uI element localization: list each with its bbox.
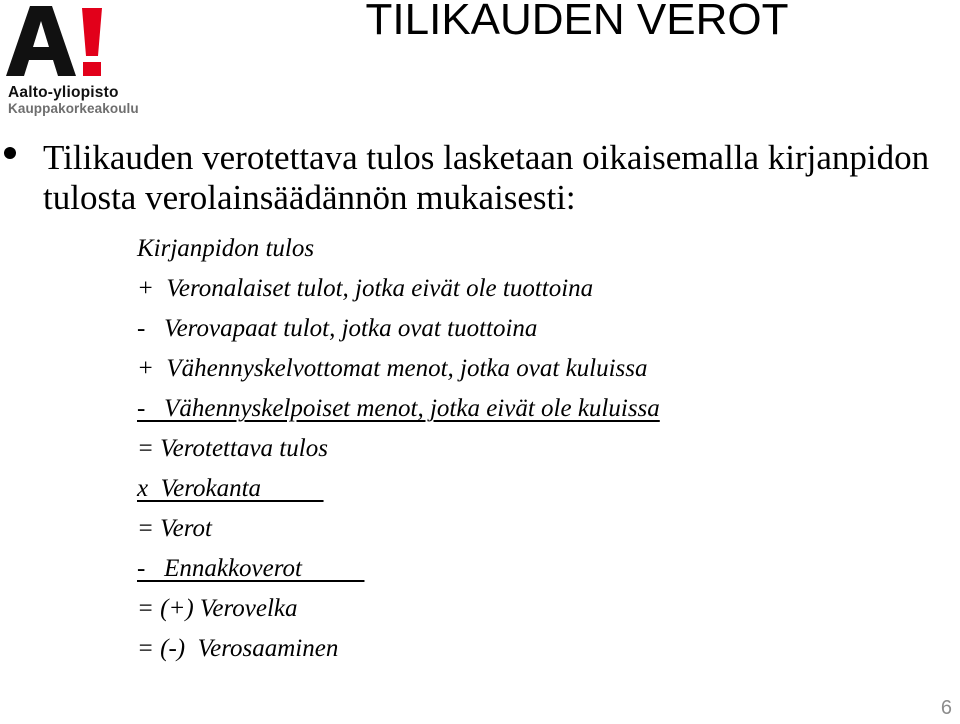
calc-row-tax-rate: x Verokanta	[137, 475, 324, 502]
slide-title: TILIKAUDEN VEROT	[365, 0, 789, 44]
logo-exclamation-bar	[82, 8, 102, 56]
calc-row-prepaid-taxes: - Ennakkoverot	[137, 555, 365, 582]
calc-row-taxable-profit: = Verotettava tulos	[137, 435, 328, 462]
aalto-a-exclamation-logo-icon	[6, 4, 106, 80]
logo-exclamation-dot	[83, 62, 101, 76]
calc-row-deductible-expenses: - Vähennyskelpoiset menot, jotka eivät ole kuluissa	[137, 395, 660, 422]
logo-school-name: Kauppakorkeakoulu	[8, 101, 139, 116]
calc-row-nondeductible-expenses: + Vähennyskelvottomat menot, jotka ovat kuluissa	[137, 355, 648, 382]
calc-row-taxes: = Verot	[137, 515, 212, 542]
page-number: 6	[940, 697, 952, 719]
bullet-text: Tilikauden verotettava tulos lasketaan oikaisemalla kirjanpidon tulosta verolainsäädännön mukaisesti:	[43, 138, 930, 217]
calc-row-tax-receivable: = (-) Verosaaminen	[137, 635, 339, 662]
logo-university-name: Aalto-yliopisto	[8, 84, 119, 101]
calc-row-tax-exempt-income: - Verovapaat tulot, jotka ovat tuottoina	[137, 315, 538, 342]
aalto-logo	[6, 4, 166, 116]
calc-row-tax-liability: = (+) Verovelka	[137, 595, 298, 622]
tax-calculation-list	[137, 229, 660, 669]
calc-row-taxable-income-not-in-revenue: + Veronalaiset tulot, jotka eivät ole tuottoina	[137, 275, 594, 302]
calc-row-accounting-profit: Kirjanpidon tulos	[137, 235, 315, 262]
bullet-dot-icon	[4, 147, 16, 159]
